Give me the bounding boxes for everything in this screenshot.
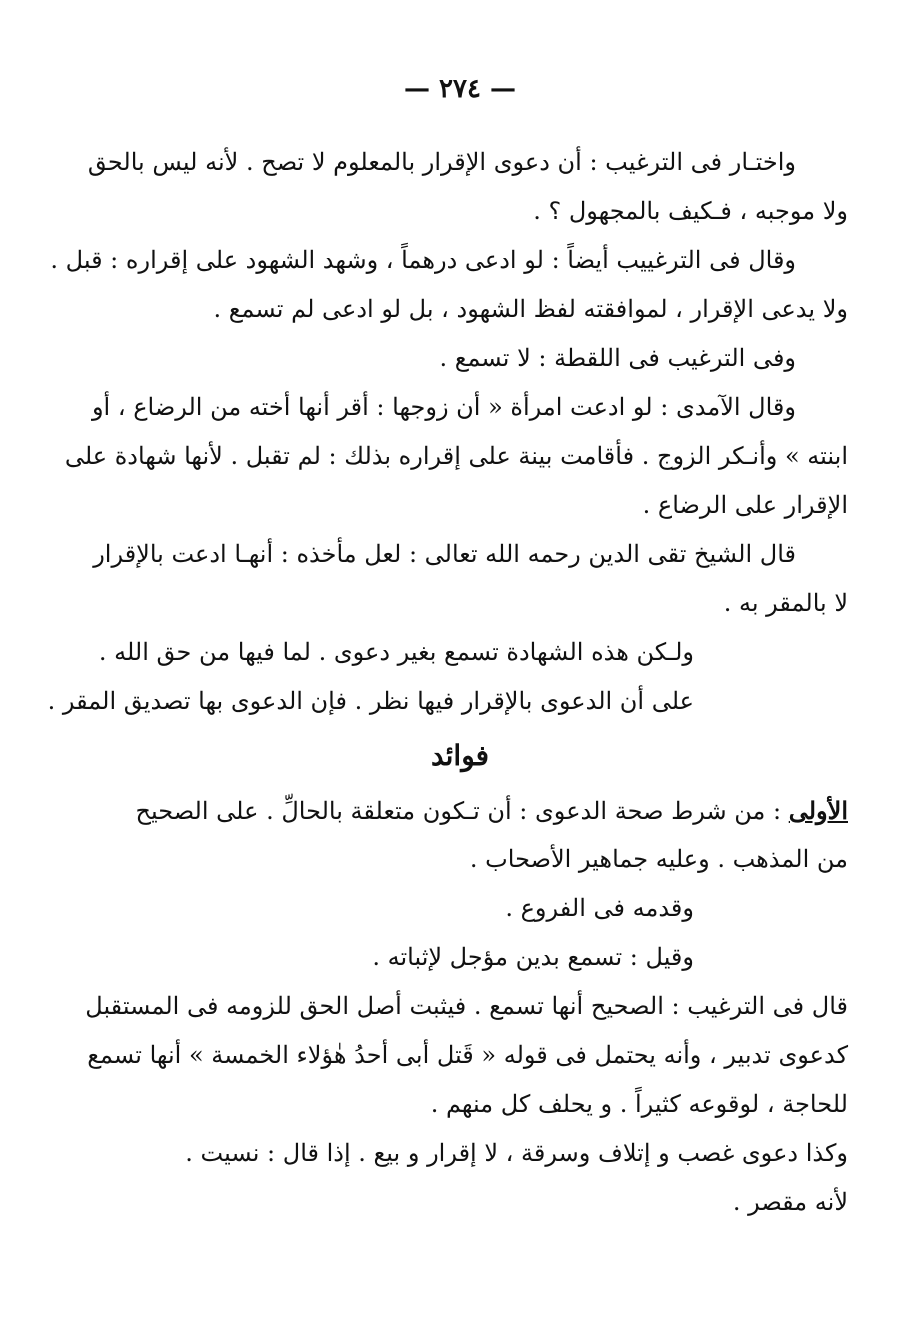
text-line: وقدمه فى الفروع .	[505, 894, 694, 922]
page-number: — ٢٧٤ —	[403, 74, 517, 104]
section-heading: فوائد	[430, 739, 490, 772]
fawaid-first-term: الأولى	[788, 796, 848, 825]
fawaid-first-line	[72, 786, 848, 835]
text-line: وقال الآمدى : لو ادعت امرأة « أن زوجها : أقر أنها أخته من الرضاع ، أو	[91, 393, 796, 421]
text-line: وقال فى الترغييب أيضاً : لو ادعى درهماً ، وشهد الشهود على إقراره : قبل .	[50, 246, 796, 274]
text-line: واختـار فى الترغيب : أن دعوى الإقرار بالمعلوم لا تصح . لأنه ليس بالحق	[87, 148, 796, 176]
text-line: وفى الترغيب فى اللقطة : لا تسمع .	[439, 344, 796, 372]
text-line: ولا يدعى الإقرار ، لموافقته لفظ الشهود ، بل لو ادعى لم تسمع .	[213, 295, 848, 323]
text-line: ولـكن هذه الشهادة تسمع بغير دعوى . لما فيها من حق الله .	[98, 638, 694, 666]
text-line: للحاجة ، لوقوعه كثيراً . و يحلف كل منهم .	[430, 1090, 848, 1118]
fawaid-first-line-rest: : من شرط صحة الدعوى : أن تـكون متعلقة بالحالِّ . على الصحيح	[135, 797, 789, 825]
text-line: الإقرار على الرضاع .	[642, 491, 848, 519]
text-line: قال الشيخ تقى الدين رحمه الله تعالى : لعل مأخذه : أنهـا ادعت بالإقرار	[93, 540, 796, 568]
text-line: قال فى الترغيب : الصحيح أنها تسمع . فيثبت أصل الحق للزومه فى المستقبل	[85, 992, 848, 1020]
text-line: كدعوى تدبير ، وأنه يحتمل فى قوله « قَتل أبى أحدُ هٰؤلاء الخمسة » أنها تسمع	[87, 1041, 848, 1069]
text-line: وكذا دعوى غصب و إتلاف وسرقة ، لا إقرار و بيع . إذا قال : نسيت .	[185, 1139, 848, 1167]
text-line: على أن الدعوى بالإقرار فيها نظر . فإن الدعوى بها تصديق المقر .	[47, 687, 694, 715]
text-line: من المذهب . وعليه جماهير الأصحاب .	[469, 845, 848, 873]
text-line: ولا موجبه ، فـكيف بالمجهول ؟ .	[533, 197, 848, 225]
page-body	[47, 138, 848, 1227]
text-line: لا بالمقر به .	[723, 589, 848, 617]
text-line: ابنته » وأنـكر الزوج . فأقامت بينة على إقراره بذلك : لم تقبل . لأنها شهادة على	[64, 442, 848, 470]
text-line: وقيل : تسمع بدين مؤجل لإثباته .	[372, 943, 694, 971]
text-line: لأنه مقصر .	[732, 1188, 848, 1216]
